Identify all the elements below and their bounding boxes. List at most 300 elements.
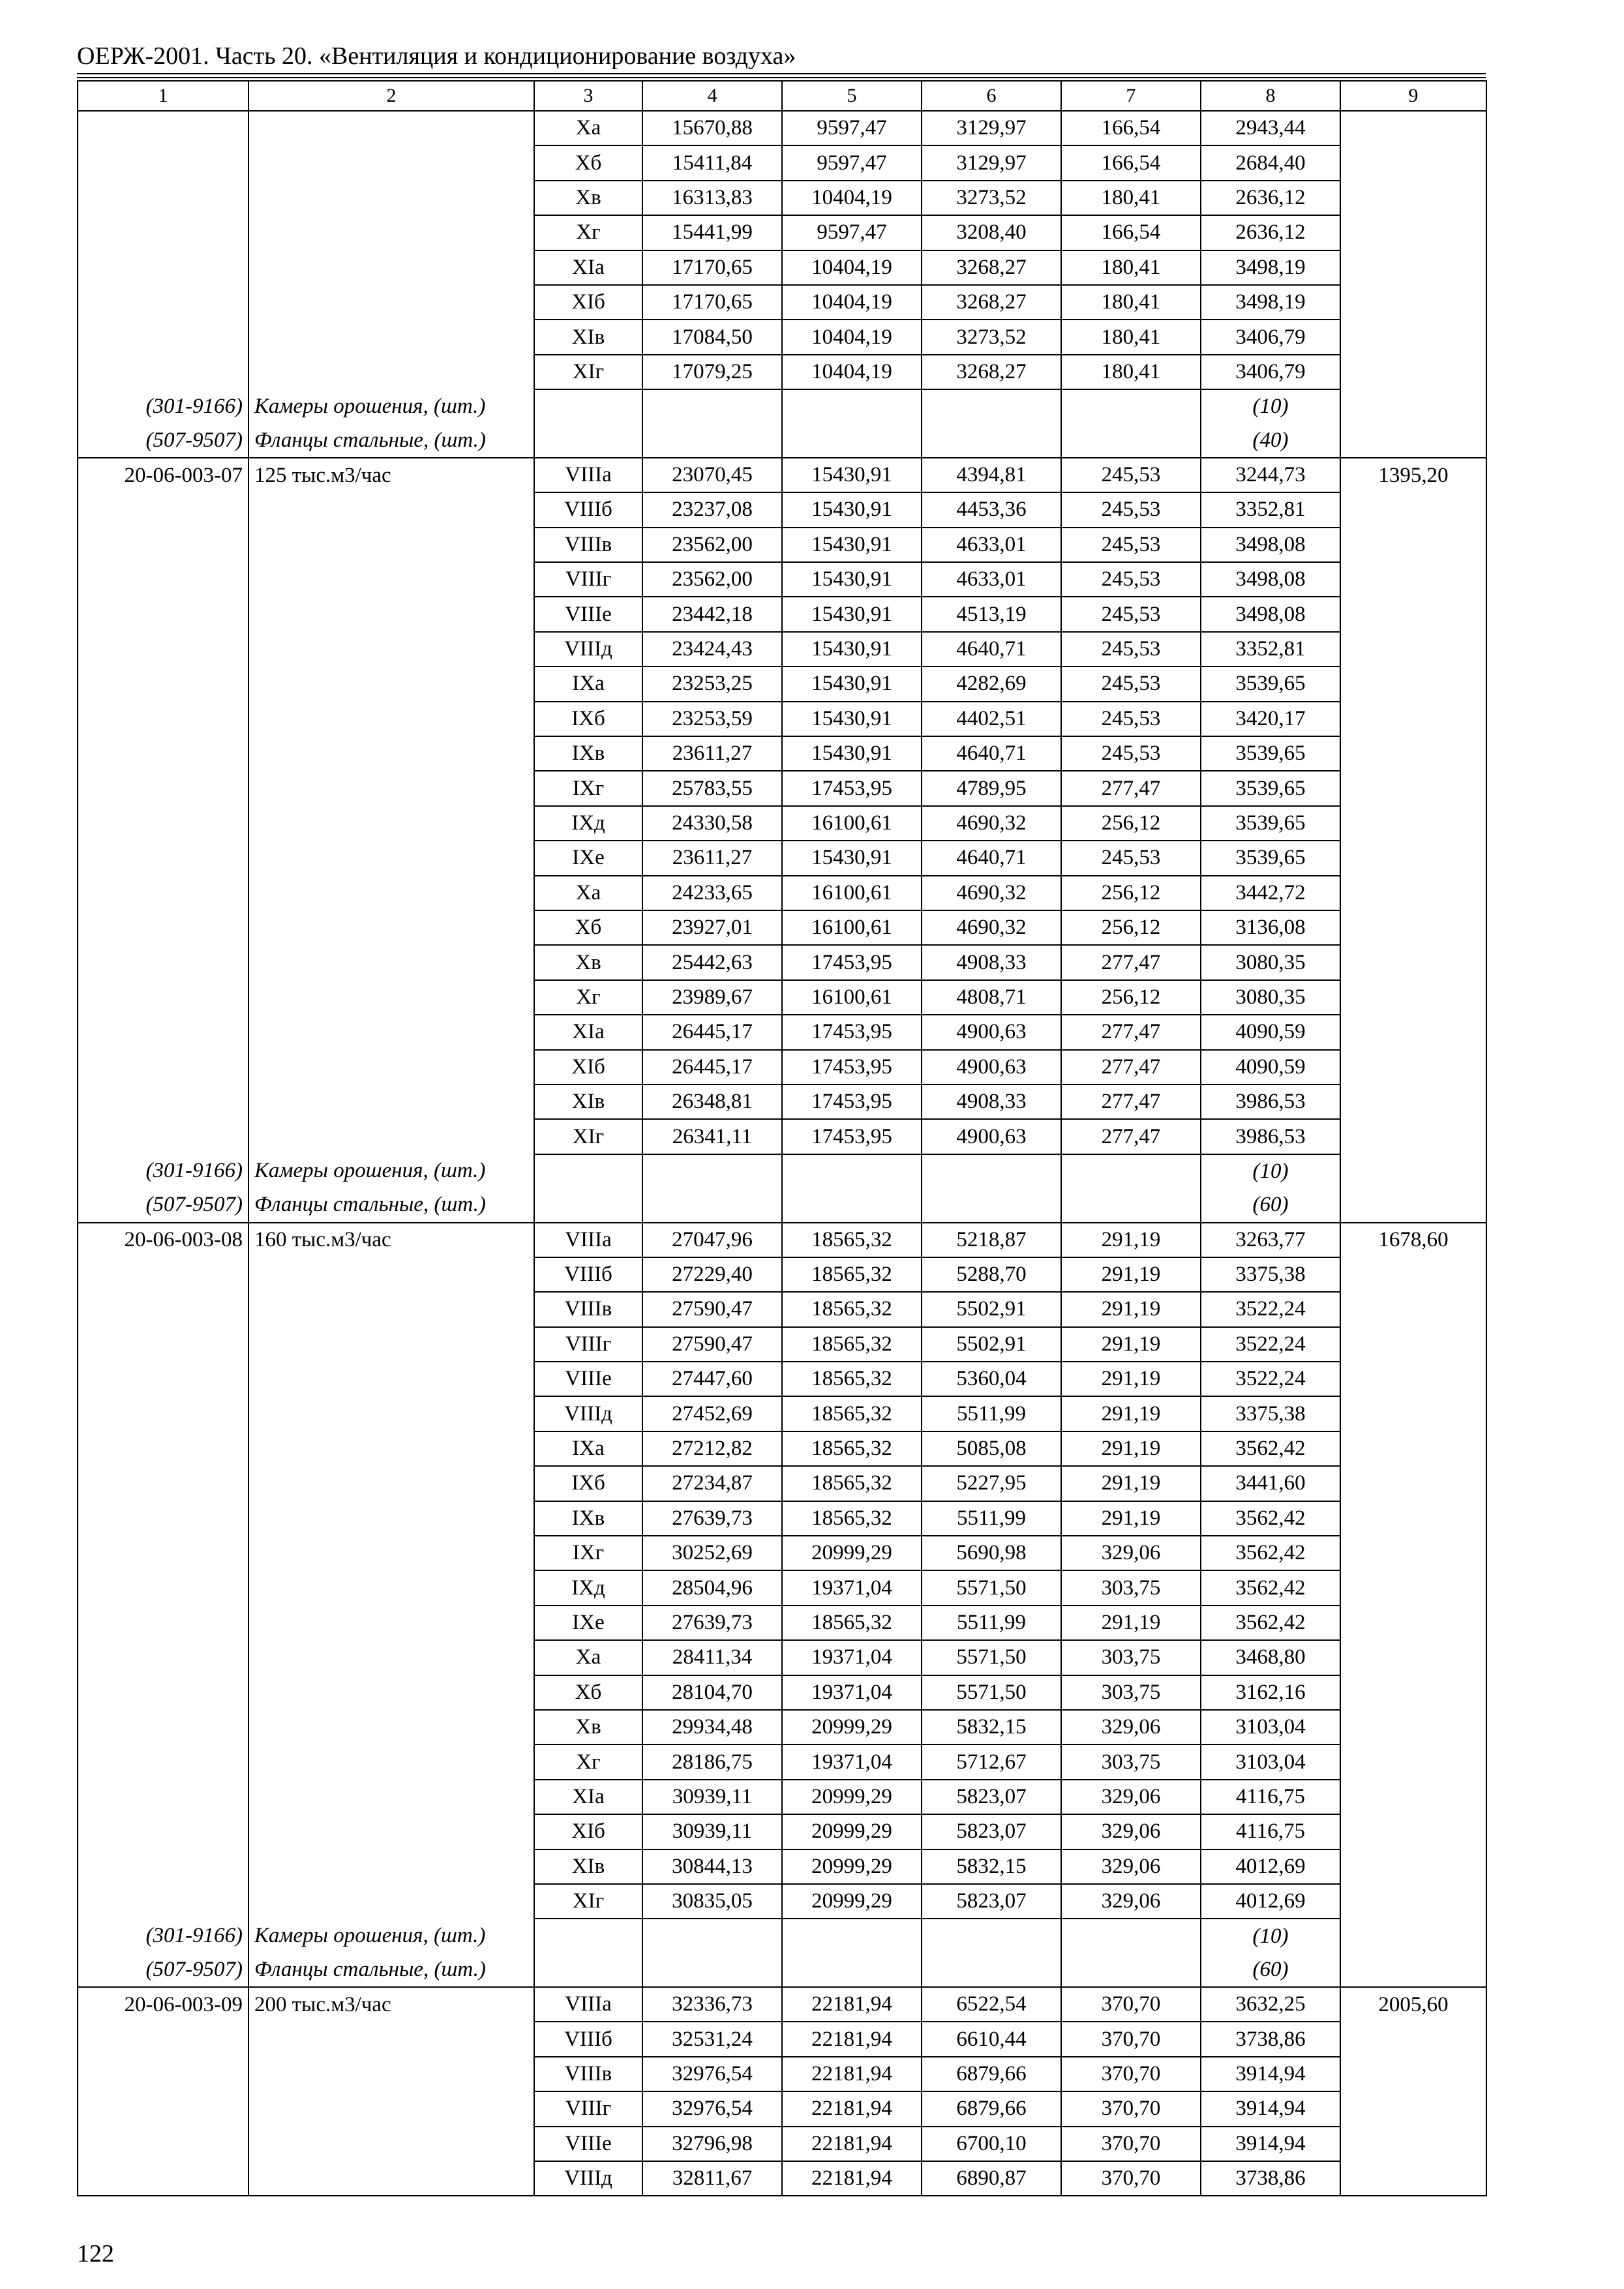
zone-cell: VIIIб	[534, 492, 642, 527]
zone-cell: VIIIд	[534, 1396, 642, 1431]
empty-cell	[782, 1188, 922, 1222]
materials-cell: 3738,86	[1201, 2022, 1340, 2056]
empty-cell	[1340, 1919, 1486, 1952]
rate-code-cell	[78, 1849, 248, 1884]
column-number: 2	[248, 81, 534, 111]
machinist-wages-cell: 166,54	[1061, 111, 1201, 145]
rate-code-cell	[78, 1570, 248, 1605]
empty-cell	[1061, 389, 1201, 423]
zone-cell: IXг	[534, 771, 642, 805]
rate-name-cell	[248, 181, 534, 215]
wages-cell: 20999,29	[782, 1884, 922, 1919]
table-row	[78, 1050, 1486, 1085]
labor-cost-cell	[1340, 806, 1486, 841]
empty-cell	[1061, 1188, 1201, 1222]
total-cost-cell: 15670,88	[642, 111, 782, 145]
column-number: 7	[1061, 81, 1201, 111]
zone-cell: XIa	[534, 1015, 642, 1049]
wages-cell: 17453,95	[782, 945, 922, 980]
labor-cost-cell	[1340, 1606, 1486, 1640]
labor-cost-cell	[1340, 1849, 1486, 1884]
rate-name-cell	[248, 1327, 534, 1362]
materials-cell: 2636,12	[1201, 215, 1340, 250]
machinist-wages-cell: 303,75	[1061, 1570, 1201, 1605]
machinist-wages-cell: 277,47	[1061, 1015, 1201, 1049]
wages-cell: 19371,04	[782, 1675, 922, 1710]
rate-name-cell	[248, 597, 534, 631]
machinist-wages-cell: 291,19	[1061, 1606, 1201, 1640]
zone-cell: IXe	[534, 1606, 642, 1640]
zone-cell: VIIIe	[534, 597, 642, 631]
labor-cost-cell	[1340, 1431, 1486, 1466]
machinist-wages-cell: 277,47	[1061, 945, 1201, 980]
rate-code-cell	[78, 1780, 248, 1814]
rate-name-cell	[248, 1849, 534, 1884]
rate-name-cell	[248, 2161, 534, 2196]
machinist-wages-cell: 277,47	[1061, 1085, 1201, 1119]
machinist-wages-cell: 256,12	[1061, 876, 1201, 910]
empty-cell	[922, 1953, 1061, 1987]
zone-cell: IXa	[534, 666, 642, 701]
wages-cell: 17453,95	[782, 1015, 922, 1049]
zone-cell: XIб	[534, 285, 642, 320]
materials-cell: 3562,42	[1201, 1606, 1340, 1640]
zone-cell: IXв	[534, 736, 642, 771]
table-row	[78, 2161, 1486, 2196]
rate-name-cell: 125 тыс.м3/час	[248, 458, 534, 492]
total-cost-cell: 27212,82	[642, 1431, 782, 1466]
wages-cell: 22181,94	[782, 2091, 922, 2126]
rate-name-cell	[248, 1570, 534, 1605]
total-cost-cell: 27639,73	[642, 1501, 782, 1536]
table-row	[78, 806, 1486, 841]
wages-cell: 18565,32	[782, 1292, 922, 1326]
total-cost-cell: 15441,99	[642, 215, 782, 250]
labor-cost-cell	[1340, 181, 1486, 215]
wages-cell: 18565,32	[782, 1223, 922, 1257]
labor-cost-cell	[1340, 2127, 1486, 2161]
resource-code-cell: (507-9507)	[78, 1953, 248, 1987]
machinist-wages-cell: 291,19	[1061, 1396, 1201, 1431]
rate-code-cell	[78, 2127, 248, 2161]
rate-name-cell	[248, 1362, 534, 1396]
resource-row	[78, 389, 1486, 423]
total-cost-cell: 25442,63	[642, 945, 782, 980]
total-cost-cell: 23989,67	[642, 980, 782, 1015]
machines-cell: 5823,07	[922, 1780, 1061, 1814]
rate-code-cell	[78, 181, 248, 215]
wages-cell: 22181,94	[782, 2127, 922, 2161]
resource-name-cell: Фланцы стальные, (шт.)	[248, 1953, 534, 1987]
rate-name-cell	[248, 1050, 534, 1085]
labor-cost-cell	[1340, 1536, 1486, 1570]
machines-cell: 5712,67	[922, 1744, 1061, 1779]
machinist-wages-cell: 245,53	[1061, 528, 1201, 562]
labor-cost-cell	[1340, 285, 1486, 320]
empty-cell	[642, 389, 782, 423]
labor-cost-cell	[1340, 910, 1486, 945]
rate-name-cell: 200 тыс.м3/час	[248, 1987, 534, 2022]
zone-cell: VIIIв	[534, 2057, 642, 2091]
total-cost-cell: 23927,01	[642, 910, 782, 945]
machines-cell: 6700,10	[922, 2127, 1061, 2161]
machines-cell: 4402,51	[922, 702, 1061, 736]
wages-cell: 15430,91	[782, 597, 922, 631]
materials-cell: 3738,86	[1201, 2161, 1340, 2196]
machines-cell: 5502,91	[922, 1292, 1061, 1326]
empty-cell	[1061, 1919, 1201, 1952]
zone-cell: IXд	[534, 806, 642, 841]
rate-code-cell	[78, 1085, 248, 1119]
materials-cell: 2684,40	[1201, 145, 1340, 180]
wages-cell: 15430,91	[782, 666, 922, 701]
machinist-wages-cell: 245,53	[1061, 562, 1201, 597]
empty-cell	[1061, 1154, 1201, 1188]
rate-name-cell	[248, 2127, 534, 2161]
rate-code-cell	[78, 1710, 248, 1744]
rate-name-cell	[248, 1744, 534, 1779]
total-cost-cell: 30939,11	[642, 1780, 782, 1814]
empty-cell	[642, 1154, 782, 1188]
rate-code-cell	[78, 1396, 248, 1431]
rate-code-cell	[78, 2091, 248, 2126]
materials-cell: 3522,24	[1201, 1292, 1340, 1326]
total-cost-cell: 24233,65	[642, 876, 782, 910]
machines-cell: 5823,07	[922, 1884, 1061, 1919]
total-cost-cell: 27047,96	[642, 1223, 782, 1257]
wages-cell: 17453,95	[782, 771, 922, 805]
zone-cell: XIб	[534, 1814, 642, 1849]
rate-code-cell: 20-06-003-09	[78, 1987, 248, 2022]
materials-cell: 3539,65	[1201, 806, 1340, 841]
materials-cell: 3986,53	[1201, 1085, 1340, 1119]
empty-cell	[642, 1953, 782, 1987]
empty-cell	[534, 1188, 642, 1222]
resource-quantity-cell: (10)	[1201, 1154, 1340, 1188]
materials-cell: 3498,08	[1201, 597, 1340, 631]
wages-cell: 19371,04	[782, 1744, 922, 1779]
rate-code-cell	[78, 145, 248, 180]
table-row	[78, 1570, 1486, 1605]
total-cost-cell: 26445,17	[642, 1050, 782, 1085]
machines-cell: 5085,08	[922, 1431, 1061, 1466]
wages-cell: 15430,91	[782, 528, 922, 562]
rate-name-cell	[248, 145, 534, 180]
table-row	[78, 1501, 1486, 1536]
resource-row	[78, 1188, 1486, 1222]
wages-cell: 15430,91	[782, 562, 922, 597]
rate-name-cell	[248, 2057, 534, 2091]
machinist-wages-cell: 329,06	[1061, 1536, 1201, 1570]
labor-cost-cell	[1340, 1466, 1486, 1501]
machinist-wages-cell: 370,70	[1061, 2022, 1201, 2056]
labor-cost-cell: 1395,20	[1340, 458, 1486, 492]
table-row	[78, 666, 1486, 701]
zone-cell: VIIIб	[534, 2022, 642, 2056]
wages-cell: 18565,32	[782, 1257, 922, 1292]
machinist-wages-cell: 245,53	[1061, 632, 1201, 666]
wages-cell: 20999,29	[782, 1814, 922, 1849]
materials-cell: 3539,65	[1201, 736, 1340, 771]
rate-code-cell	[78, 562, 248, 597]
table-row	[78, 1466, 1486, 1501]
materials-cell: 3539,65	[1201, 771, 1340, 805]
labor-cost-cell	[1340, 980, 1486, 1015]
resource-code-cell: (301-9166)	[78, 1919, 248, 1952]
table-row	[78, 1780, 1486, 1814]
resource-row	[78, 1154, 1486, 1188]
rate-code-cell	[78, 1327, 248, 1362]
materials-cell: 3522,24	[1201, 1327, 1340, 1362]
table-row	[78, 215, 1486, 250]
rate-name-cell	[248, 945, 534, 980]
machinist-wages-cell: 291,19	[1061, 1431, 1201, 1466]
rate-code-cell	[78, 876, 248, 910]
materials-cell: 3263,77	[1201, 1223, 1340, 1257]
machines-cell: 5832,15	[922, 1849, 1061, 1884]
wages-cell: 9597,47	[782, 111, 922, 145]
machinist-wages-cell: 303,75	[1061, 1744, 1201, 1779]
empty-cell	[534, 1953, 642, 1987]
labor-cost-cell	[1340, 145, 1486, 180]
rate-code-cell	[78, 841, 248, 875]
table-row	[78, 1987, 1486, 2022]
table-row	[78, 458, 1486, 492]
materials-cell: 3080,35	[1201, 980, 1340, 1015]
zone-cell: VIIIe	[534, 1362, 642, 1396]
labor-cost-cell	[1340, 2091, 1486, 2126]
machinist-wages-cell: 291,19	[1061, 1223, 1201, 1257]
rate-code-cell	[78, 1257, 248, 1292]
materials-cell: 3103,04	[1201, 1710, 1340, 1744]
materials-cell: 3632,25	[1201, 1987, 1340, 2022]
machines-cell: 6890,87	[922, 2161, 1061, 2196]
rate-name-cell	[248, 1710, 534, 1744]
table-row	[78, 945, 1486, 980]
materials-cell: 3986,53	[1201, 1119, 1340, 1154]
table-row	[78, 771, 1486, 805]
zone-cell: XIв	[534, 1085, 642, 1119]
machines-cell: 3268,27	[922, 285, 1061, 320]
labor-cost-cell	[1340, 1884, 1486, 1919]
table-row	[78, 562, 1486, 597]
table-row	[78, 980, 1486, 1015]
resource-code-cell: (507-9507)	[78, 424, 248, 458]
machinist-wages-cell: 277,47	[1061, 771, 1201, 805]
table-row	[78, 145, 1486, 180]
wages-cell: 19371,04	[782, 1640, 922, 1675]
wages-cell: 9597,47	[782, 215, 922, 250]
wages-cell: 22181,94	[782, 2057, 922, 2091]
machines-cell: 4640,71	[922, 736, 1061, 771]
wages-cell: 17453,95	[782, 1050, 922, 1085]
table-row	[78, 1327, 1486, 1362]
zone-cell: VIIIг	[534, 562, 642, 597]
zone-cell: Xг	[534, 215, 642, 250]
zone-cell: XIг	[534, 1119, 642, 1154]
labor-cost-cell	[1340, 1814, 1486, 1849]
machines-cell: 5502,91	[922, 1327, 1061, 1362]
zone-cell: Xб	[534, 910, 642, 945]
labor-cost-cell	[1340, 1119, 1486, 1154]
total-cost-cell: 27229,40	[642, 1257, 782, 1292]
total-cost-cell: 23611,27	[642, 841, 782, 875]
wages-cell: 17453,95	[782, 1119, 922, 1154]
zone-cell: VIIIe	[534, 2127, 642, 2161]
total-cost-cell: 23253,59	[642, 702, 782, 736]
wages-cell: 15430,91	[782, 702, 922, 736]
machinist-wages-cell: 256,12	[1061, 980, 1201, 1015]
zone-cell: IXб	[534, 702, 642, 736]
labor-cost-cell	[1340, 355, 1486, 389]
rate-code-cell	[78, 2161, 248, 2196]
total-cost-cell: 29934,48	[642, 1710, 782, 1744]
total-cost-cell: 28411,34	[642, 1640, 782, 1675]
rate-name-cell	[248, 355, 534, 389]
machinist-wages-cell: 180,41	[1061, 181, 1201, 215]
machinist-wages-cell: 329,06	[1061, 1814, 1201, 1849]
empty-cell	[782, 1953, 922, 1987]
wages-cell: 10404,19	[782, 320, 922, 354]
table-row	[78, 597, 1486, 631]
total-cost-cell: 16313,83	[642, 181, 782, 215]
machines-cell: 3273,52	[922, 181, 1061, 215]
machinist-wages-cell: 303,75	[1061, 1640, 1201, 1675]
labor-cost-cell	[1340, 945, 1486, 980]
zone-cell: Xг	[534, 980, 642, 1015]
labor-cost-cell	[1340, 111, 1486, 145]
empty-cell	[922, 1188, 1061, 1222]
machines-cell: 6522,54	[922, 1987, 1061, 2022]
machines-cell: 4690,32	[922, 910, 1061, 945]
rate-name-cell	[248, 492, 534, 527]
total-cost-cell: 30939,11	[642, 1814, 782, 1849]
materials-cell: 3914,94	[1201, 2057, 1340, 2091]
wages-cell: 18565,32	[782, 1501, 922, 1536]
zone-cell: IXa	[534, 1431, 642, 1466]
materials-cell: 3375,38	[1201, 1257, 1340, 1292]
rate-name-cell	[248, 910, 534, 945]
rate-code-cell	[78, 1675, 248, 1710]
machinist-wages-cell: 245,53	[1061, 666, 1201, 701]
total-cost-cell: 32976,54	[642, 2057, 782, 2091]
table-row	[78, 1640, 1486, 1675]
table-row	[78, 2057, 1486, 2091]
rate-code-cell	[78, 910, 248, 945]
table-row	[78, 2091, 1486, 2126]
materials-cell: 2636,12	[1201, 181, 1340, 215]
labor-cost-cell	[1340, 528, 1486, 562]
materials-cell: 3136,08	[1201, 910, 1340, 945]
rate-name-cell	[248, 702, 534, 736]
machines-cell: 3129,97	[922, 145, 1061, 180]
wages-cell: 9597,47	[782, 145, 922, 180]
wages-cell: 18565,32	[782, 1396, 922, 1431]
rate-code-cell	[78, 250, 248, 285]
table-row	[78, 841, 1486, 875]
materials-cell: 3468,80	[1201, 1640, 1340, 1675]
machines-cell: 4633,01	[922, 528, 1061, 562]
machines-cell: 5571,50	[922, 1640, 1061, 1675]
empty-cell	[782, 1919, 922, 1952]
rate-code-cell	[78, 1814, 248, 1849]
zone-cell: Xв	[534, 181, 642, 215]
total-cost-cell: 23237,08	[642, 492, 782, 527]
table-row	[78, 285, 1486, 320]
materials-cell: 3498,19	[1201, 250, 1340, 285]
machinist-wages-cell: 245,53	[1061, 702, 1201, 736]
materials-cell: 3562,42	[1201, 1431, 1340, 1466]
rate-code-cell	[78, 285, 248, 320]
zone-cell: VIIIг	[534, 2091, 642, 2126]
machines-cell: 5823,07	[922, 1814, 1061, 1849]
machines-cell: 5360,04	[922, 1362, 1061, 1396]
labor-cost-cell	[1340, 841, 1486, 875]
resource-name-cell: Фланцы стальные, (шт.)	[248, 1188, 534, 1222]
empty-cell	[642, 1919, 782, 1952]
rate-code-cell	[78, 1536, 248, 1570]
total-cost-cell: 32796,98	[642, 2127, 782, 2161]
labor-cost-cell	[1340, 736, 1486, 771]
zone-cell: XIa	[534, 1780, 642, 1814]
materials-cell: 3914,94	[1201, 2091, 1340, 2126]
machines-cell: 5511,99	[922, 1606, 1061, 1640]
rate-name-cell	[248, 1466, 534, 1501]
total-cost-cell: 27447,60	[642, 1362, 782, 1396]
total-cost-cell: 28504,96	[642, 1570, 782, 1605]
resource-quantity-cell: (40)	[1201, 424, 1340, 458]
total-cost-cell: 32976,54	[642, 2091, 782, 2126]
machines-cell: 4513,19	[922, 597, 1061, 631]
zone-cell: XIг	[534, 355, 642, 389]
rate-name-cell	[248, 1015, 534, 1049]
zone-cell: VIIIв	[534, 528, 642, 562]
rate-code-cell: 20-06-003-07	[78, 458, 248, 492]
machinist-wages-cell: 370,70	[1061, 2161, 1201, 2196]
machines-cell: 6879,66	[922, 2057, 1061, 2091]
table-row	[78, 1085, 1486, 1119]
total-cost-cell: 23070,45	[642, 458, 782, 492]
machines-cell: 4394,81	[922, 458, 1061, 492]
rate-name-cell	[248, 250, 534, 285]
rate-code-cell	[78, 2022, 248, 2056]
materials-cell: 3562,42	[1201, 1501, 1340, 1536]
wages-cell: 10404,19	[782, 285, 922, 320]
wages-cell: 18565,32	[782, 1327, 922, 1362]
materials-cell: 3420,17	[1201, 702, 1340, 736]
machinist-wages-cell: 180,41	[1061, 320, 1201, 354]
labor-cost-cell	[1340, 1015, 1486, 1049]
machinist-wages-cell: 166,54	[1061, 215, 1201, 250]
materials-cell: 4116,75	[1201, 1814, 1340, 1849]
rate-code-cell	[78, 1292, 248, 1326]
machinist-wages-cell: 303,75	[1061, 1675, 1201, 1710]
total-cost-cell: 23562,00	[642, 562, 782, 597]
labor-cost-cell	[1340, 1640, 1486, 1675]
zone-cell: IXг	[534, 1536, 642, 1570]
materials-cell: 4012,69	[1201, 1884, 1340, 1919]
resource-quantity-cell: (10)	[1201, 1919, 1340, 1952]
zone-cell: XIв	[534, 1849, 642, 1884]
machinist-wages-cell: 245,53	[1061, 736, 1201, 771]
materials-cell: 3498,08	[1201, 528, 1340, 562]
rate-code-cell	[78, 1362, 248, 1396]
total-cost-cell: 26348,81	[642, 1085, 782, 1119]
rate-name-cell	[248, 1396, 534, 1431]
wages-cell: 16100,61	[782, 806, 922, 841]
labor-cost-cell	[1340, 666, 1486, 701]
zone-cell: VIIIг	[534, 1327, 642, 1362]
